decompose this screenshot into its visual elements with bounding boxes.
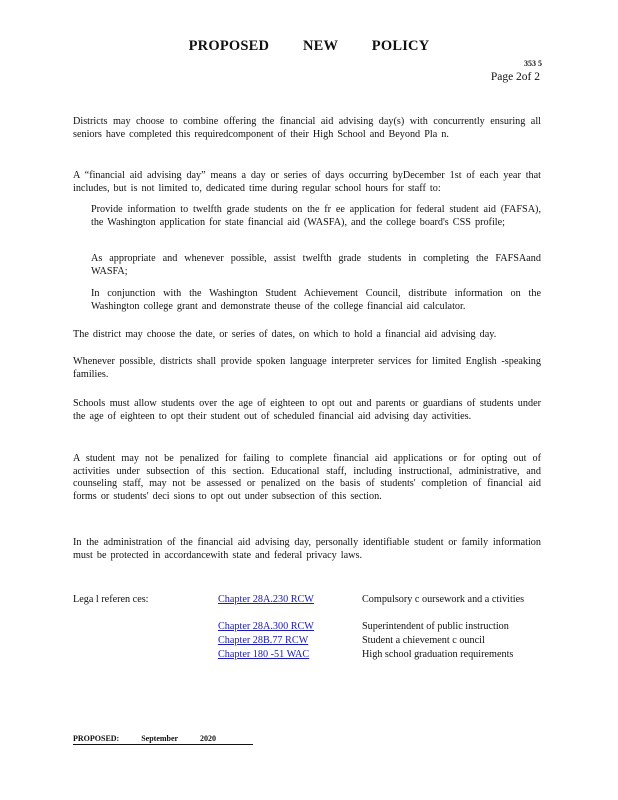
reference-link-28a230[interactable]: Chapter 28A.230 RCW bbox=[218, 594, 314, 605]
bullet-item-distribute-information: In conjunction with the Washington Student Achievement Council, distribute information on the Washington college grant and demonstrate theuse of the college financial aid calculator. bbox=[91, 288, 541, 312]
paragraph-interpreter-services: Whenever possible, districts shall provide spoken language interpreter services for limited English -speaking families. bbox=[73, 356, 541, 380]
legal-references-label: Lega l referen ces: bbox=[73, 594, 149, 605]
paragraph-definition: A “financial aid advising day” means a day or series of days occurring byDecember 1st of each year that includes, but is not limited to, dedicated time during regular school hours for staff to: bbox=[73, 170, 541, 194]
reference-link-180-51[interactable]: Chapter 180 -51 WAC bbox=[218, 649, 310, 660]
reference-link-28a300[interactable]: Chapter 28A.300 RCW bbox=[218, 621, 314, 632]
paragraph-opt-out: Schools must allow students over the age of eighteen to opt out and parents or guardians of students under the age of eighteen to opt their student out of scheduled financial aid advising day activities. bbox=[73, 398, 541, 422]
paragraph-privacy: In the administration of the financial aid advising day, personally identifiable student or family information must be protected in accordancewith state and federal privacy laws. bbox=[73, 537, 541, 561]
reference-description: High school graduation requirements bbox=[362, 649, 514, 660]
reference-link-28b77[interactable]: Chapter 28B.77 RCW bbox=[218, 635, 309, 646]
footer-proposed-date: PROPOSED: September 2020 bbox=[73, 734, 253, 745]
paragraph-choose-dates: The district may choose the date, or series of dates, on which to hold a financial aid advising day. bbox=[73, 329, 497, 340]
reference-description: Student a chievement c ouncil bbox=[362, 635, 485, 646]
reference-description: Compulsory c oursework and a ctivities bbox=[362, 594, 525, 605]
reference-description: Superintendent of public instruction bbox=[362, 621, 509, 632]
paragraph-not-penalized: A student may not be penalized for failing to complete financial aid applications or for opting out of activities under subsection of this section. Educational staff, including instructional, administrative, and counseling staff, may not be assessed or penalized on the basis of students' completion of financial aid forms or students' deci sions to opt out under subsection of this section. bbox=[73, 453, 541, 502]
document-title: PROPOSED NEW POLICY bbox=[188, 38, 430, 54]
bullet-item-assist-students: As appropriate and whenever possible, assist twelfth grade students in completing the FAFSAand WASFA; bbox=[91, 253, 541, 277]
bullet-item-provide-information: Provide information to twelfth grade students on the fr ee application for federal student aid (FAFSA), the Washington application for state financial aid (WASFA), and the college board's CSS profile; bbox=[91, 204, 541, 228]
page-number: Page 2of 2 bbox=[490, 71, 540, 83]
paragraph-combine-advising-day: Districts may choose to combine offering the financial aid advising day(s) with concurrently ensuring all seniors have completed this requiredcomponent of their High School and Beyond Pla n. bbox=[73, 116, 541, 140]
policy-number: 353 5 bbox=[524, 59, 542, 68]
